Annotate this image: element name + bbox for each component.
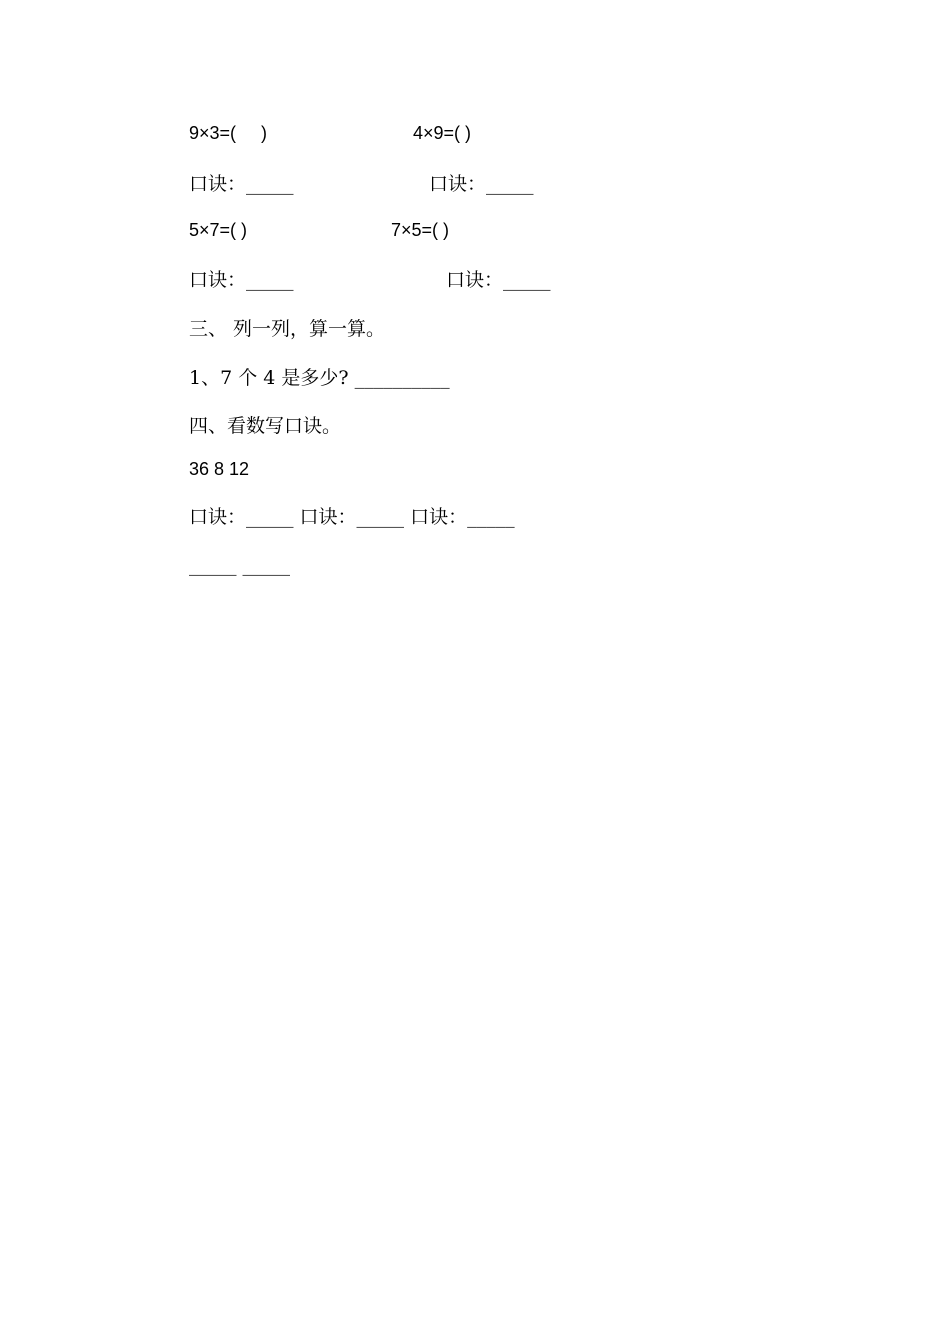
section-3-heading: 三、 列一列，算一算。 bbox=[189, 318, 386, 340]
equation-7x5: 7×5=( ) bbox=[391, 220, 450, 240]
mnemonic-blank-1: 口诀：_____ bbox=[189, 173, 294, 195]
equation-9x3: 9×3=( ) bbox=[189, 123, 268, 143]
question-1: 1、7 个 4 是多少? __________ bbox=[189, 367, 450, 389]
mnemonic-blank-4: 口诀：_____ bbox=[446, 269, 551, 291]
mnemonic-blank-3: 口诀：_____ bbox=[189, 269, 294, 291]
equation-4x9: 4×9=( ) bbox=[413, 123, 472, 143]
extra-blanks-row: _____ _____ bbox=[189, 554, 291, 576]
mnemonic-blank-2: 口诀：_____ bbox=[429, 173, 534, 195]
section-4-heading: 四、看数写口诀。 bbox=[189, 415, 342, 437]
mnemonic-answers-row: 口诀：_____ 口诀：_____ 口诀：_____ bbox=[189, 506, 515, 528]
numbers-row: 36 8 12 bbox=[189, 459, 250, 479]
equation-5x7: 5×7=( ) bbox=[189, 220, 248, 240]
